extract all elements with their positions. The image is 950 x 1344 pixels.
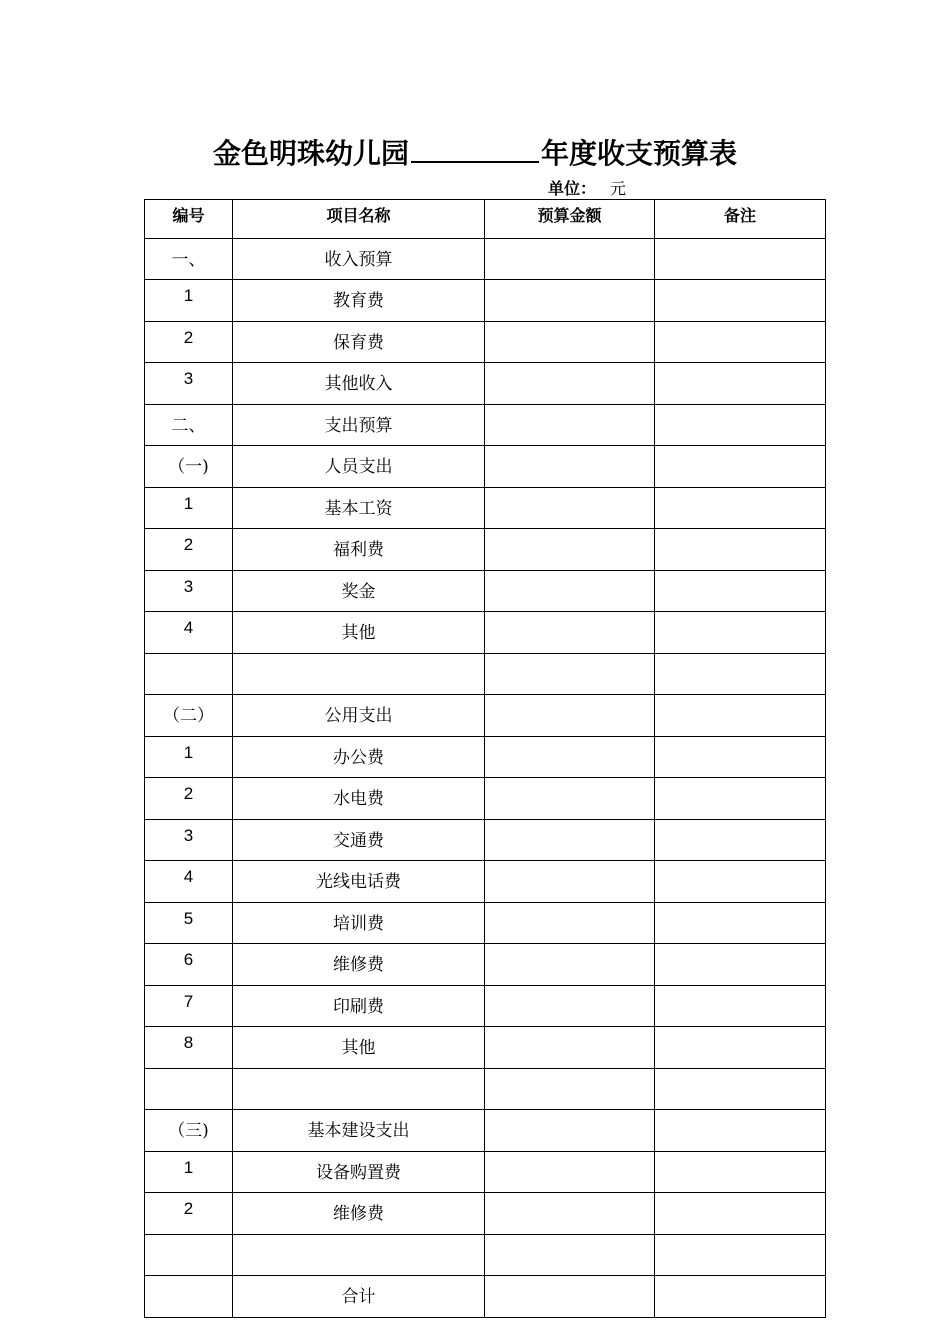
row-item-cell: 收入预算 (233, 238, 485, 280)
row-item-cell: 其他 (233, 1027, 485, 1069)
row-item-cell: 合计 (233, 1276, 485, 1318)
row-number-cell (145, 1276, 233, 1318)
row-note-cell[interactable] (655, 1027, 826, 1069)
table-row (145, 1193, 826, 1235)
row-number-cell: 1 (145, 487, 233, 529)
row-note-cell[interactable] (655, 570, 826, 612)
budget-table (144, 199, 826, 1318)
row-amount-cell[interactable] (485, 819, 655, 861)
table-row (145, 446, 826, 488)
table-row (145, 1151, 826, 1193)
row-item-cell: 福利费 (233, 529, 485, 571)
row-number-cell: 4 (145, 612, 233, 654)
title-suffix: 年度收支预算表 (541, 137, 738, 170)
row-note-cell[interactable] (655, 280, 826, 322)
row-number-cell: 3 (145, 570, 233, 612)
row-note-cell[interactable] (655, 778, 826, 820)
table-row (145, 985, 826, 1027)
table-row (145, 238, 826, 280)
header-number: 编号 (145, 200, 233, 239)
row-number-cell (145, 1068, 233, 1110)
row-amount-cell[interactable] (485, 238, 655, 280)
row-item-cell: 教育费 (233, 280, 485, 322)
table-row (145, 778, 826, 820)
row-number-cell: 5 (145, 902, 233, 944)
row-number-cell: 2 (145, 321, 233, 363)
table-row (145, 1027, 826, 1069)
unit-line (548, 176, 626, 199)
row-amount-cell[interactable] (485, 861, 655, 903)
row-item-cell: 基本建设支出 (233, 1110, 485, 1152)
row-item-cell: 奖金 (233, 570, 485, 612)
row-note-cell[interactable] (655, 404, 826, 446)
row-note-cell[interactable] (655, 1276, 826, 1318)
row-amount-cell[interactable] (485, 280, 655, 322)
row-number-cell: 一、 (145, 238, 233, 280)
row-note-cell[interactable] (655, 1151, 826, 1193)
row-amount-cell[interactable] (485, 1110, 655, 1152)
row-item-cell: 设备购置费 (233, 1151, 485, 1193)
row-amount-cell[interactable] (485, 1234, 655, 1276)
row-note-cell[interactable] (655, 819, 826, 861)
row-item-cell: 基本工资 (233, 487, 485, 529)
row-item-cell: 水电费 (233, 778, 485, 820)
table-row (145, 653, 826, 695)
row-amount-cell[interactable] (485, 446, 655, 488)
row-note-cell[interactable] (655, 1234, 826, 1276)
row-amount-cell[interactable] (485, 902, 655, 944)
row-note-cell[interactable] (655, 985, 826, 1027)
table-row (145, 695, 826, 737)
row-number-cell: 二、 (145, 404, 233, 446)
row-number-cell: 1 (145, 1151, 233, 1193)
row-amount-cell[interactable] (485, 404, 655, 446)
table-row (145, 570, 826, 612)
header-item-name: 项目名称 (233, 200, 485, 239)
row-amount-cell[interactable] (485, 529, 655, 571)
row-item-cell (233, 653, 485, 695)
row-number-cell: （一) (145, 446, 233, 488)
table-row (145, 944, 826, 986)
header-row (145, 200, 826, 239)
row-number-cell: 2 (145, 1193, 233, 1235)
row-item-cell: 交通费 (233, 819, 485, 861)
row-number-cell: 2 (145, 529, 233, 571)
table-row (145, 363, 826, 405)
row-note-cell[interactable] (655, 736, 826, 778)
row-item-cell: 其他 (233, 612, 485, 654)
row-note-cell[interactable] (655, 529, 826, 571)
row-note-cell[interactable] (655, 487, 826, 529)
row-note-cell[interactable] (655, 902, 826, 944)
table-row (145, 1276, 826, 1318)
row-item-cell: 人员支出 (233, 446, 485, 488)
title-prefix: 金色明珠幼儿园 (212, 137, 409, 170)
row-note-cell[interactable] (655, 238, 826, 280)
row-number-cell: 7 (145, 985, 233, 1027)
row-item-cell: 维修费 (233, 944, 485, 986)
table-row (145, 612, 826, 654)
row-note-cell[interactable] (655, 612, 826, 654)
row-note-cell[interactable] (655, 861, 826, 903)
row-note-cell[interactable] (655, 1110, 826, 1152)
row-item-cell (233, 1234, 485, 1276)
row-note-cell[interactable] (655, 363, 826, 405)
row-item-cell: 支出预算 (233, 404, 485, 446)
row-amount-cell[interactable] (485, 487, 655, 529)
row-number-cell: 4 (145, 861, 233, 903)
row-note-cell[interactable] (655, 653, 826, 695)
row-amount-cell[interactable] (485, 985, 655, 1027)
table-row (145, 1234, 826, 1276)
row-number-cell: 2 (145, 778, 233, 820)
row-amount-cell[interactable] (485, 570, 655, 612)
row-amount-cell[interactable] (485, 1027, 655, 1069)
unit-label: 单位： (548, 179, 597, 198)
row-amount-cell[interactable] (485, 1193, 655, 1235)
row-item-cell: 公用支出 (233, 695, 485, 737)
row-amount-cell[interactable] (485, 944, 655, 986)
unit-value: 元 (610, 179, 627, 198)
table-row (145, 404, 826, 446)
row-number-cell: 8 (145, 1027, 233, 1069)
row-amount-cell[interactable] (485, 1151, 655, 1193)
table-row (145, 280, 826, 322)
document-title (0, 132, 950, 172)
year-blank-line (411, 135, 539, 163)
table-row (145, 529, 826, 571)
row-number-cell: （二） (145, 695, 233, 737)
row-item-cell: 印刷费 (233, 985, 485, 1027)
table-row (145, 861, 826, 903)
row-item-cell: 光线电话费 (233, 861, 485, 903)
row-note-cell[interactable] (655, 1068, 826, 1110)
table-row (145, 1110, 826, 1152)
row-note-cell[interactable] (655, 321, 826, 363)
row-number-cell: 3 (145, 363, 233, 405)
row-item-cell (233, 1068, 485, 1110)
row-amount-cell[interactable] (485, 612, 655, 654)
table-row (145, 321, 826, 363)
row-item-cell: 维修费 (233, 1193, 485, 1235)
row-amount-cell[interactable] (485, 363, 655, 405)
row-amount-cell[interactable] (485, 1276, 655, 1318)
row-item-cell: 保育费 (233, 321, 485, 363)
table-row (145, 902, 826, 944)
row-number-cell: 1 (145, 736, 233, 778)
row-number-cell: 3 (145, 819, 233, 861)
table-row (145, 1068, 826, 1110)
row-number-cell: 1 (145, 280, 233, 322)
row-amount-cell[interactable] (485, 653, 655, 695)
table-row (145, 736, 826, 778)
row-number-cell (145, 1234, 233, 1276)
row-item-cell: 办公费 (233, 736, 485, 778)
row-amount-cell[interactable] (485, 321, 655, 363)
table-row (145, 487, 826, 529)
row-note-cell[interactable] (655, 944, 826, 986)
header-budget-amount: 预算金额 (485, 200, 655, 239)
row-amount-cell[interactable] (485, 1068, 655, 1110)
row-number-cell: 6 (145, 944, 233, 986)
row-note-cell[interactable] (655, 1193, 826, 1235)
header-note: 备注 (655, 200, 826, 239)
row-note-cell[interactable] (655, 446, 826, 488)
row-note-cell[interactable] (655, 695, 826, 737)
row-item-cell: 培训费 (233, 902, 485, 944)
row-amount-cell[interactable] (485, 695, 655, 737)
row-amount-cell[interactable] (485, 778, 655, 820)
row-item-cell: 其他收入 (233, 363, 485, 405)
row-amount-cell[interactable] (485, 736, 655, 778)
row-number-cell (145, 653, 233, 695)
table-row (145, 819, 826, 861)
row-number-cell: （三) (145, 1110, 233, 1152)
